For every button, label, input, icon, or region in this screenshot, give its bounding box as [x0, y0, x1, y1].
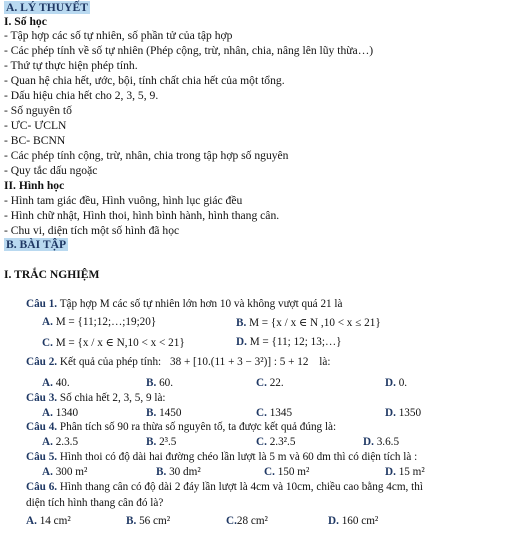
- question-6: Câu 6. Hình thang cân có độ dài 2 đáy lần lượt là 4cm và 10cm, chiều cao bằng 4cm, thì: [26, 481, 423, 493]
- q3-option-a: A. 1340: [42, 407, 79, 419]
- theory-item: - Các phép tính cộng, trừ, nhân, chia trong tập hợp số nguyên: [4, 149, 289, 162]
- q3-option-c: C. 1345: [256, 407, 293, 419]
- q5-option-b: B. 30 dm²: [156, 466, 201, 478]
- heading-trac-nghiem: I. TRẮC NGHIỆM: [4, 268, 100, 281]
- heading-so-hoc: I. Số học: [4, 15, 47, 28]
- question-3: Câu 3. Số chia hết 2, 3, 5, 9 là:: [26, 392, 166, 404]
- q3-option-b: B. 1450: [146, 407, 182, 419]
- theory-item: - Dấu hiệu chia hết cho 2, 3, 5, 9.: [4, 89, 159, 102]
- question-1: Câu 1. Tập hợp M các số tự nhiên lớn hơn 10 và không vượt quá 21 là: [26, 298, 343, 310]
- q6-option-a: A. 14 cm²: [26, 515, 71, 527]
- question-6-cont: diện tích hình thang cân đó là?: [26, 497, 164, 509]
- q2-option-a: A. 40.: [42, 377, 70, 389]
- q5-option-d: D. 15 m²: [385, 466, 425, 478]
- q4-option-a: A. 2.3.5: [42, 436, 79, 448]
- heading-hinh-hoc: II. Hình học: [4, 179, 65, 192]
- q6-option-d: D. 160 cm²: [328, 515, 379, 527]
- q2-expression: 38 + [10.(11 + 3 − 3²)] : 5 + 12: [169, 356, 309, 368]
- q2-option-c: C. 22.: [256, 377, 284, 389]
- question-4: Câu 4. Phân tích số 90 ra thừa số nguyên tố, ta được kết quả đúng là:: [26, 421, 337, 433]
- theory-item: - Chu vi, diện tích một số hình đã học: [4, 224, 180, 237]
- q2-option-d: D. 0.: [385, 377, 408, 389]
- q1-option-d: D. M = {11; 12; 13;…}: [236, 336, 342, 348]
- theory-item: - BC- BCNN: [4, 134, 66, 147]
- q5-option-a: A. 300 m²: [42, 466, 88, 478]
- q3-option-d: D. 1350: [385, 407, 422, 419]
- q4-option-c: C. 2.3².5: [256, 436, 296, 448]
- theory-item: - Thứ tự thực hiện phép tính.: [4, 59, 138, 72]
- q1-option-c: C. M = {x / x ∈ N,10 < x < 21}: [42, 337, 185, 349]
- q5-option-c: C. 150 m²: [264, 466, 310, 478]
- q2-option-b: B. 60.: [146, 377, 174, 389]
- q1-option-a: A. M = {11;12;…;19;20}: [42, 316, 157, 328]
- theory-item: - Các phép tính về số tự nhiên (Phép cộng, trừ, nhân, chia, nâng lên lũy thừa…): [4, 44, 374, 57]
- theory-item: - Quy tắc dấu ngoặc: [4, 164, 98, 177]
- theory-item: - ƯC- ƯCLN: [4, 119, 67, 132]
- section-b-title: B. BÀI TẬP: [6, 238, 67, 251]
- theory-item: - Tập hợp các số tự nhiên, số phần tử của tập hợp: [4, 29, 233, 42]
- q4-option-d: D. 3.6.5: [363, 436, 400, 448]
- theory-item: - Số nguyên tố: [4, 104, 72, 117]
- theory-item: - Quan hệ chia hết, ước, bội, tính chất chia hết của một tổng.: [4, 74, 285, 87]
- q4-option-b: B. 2³.5: [146, 436, 177, 448]
- section-a-title: A. LÝ THUYẾT: [6, 1, 88, 14]
- q6-option-b: B. 56 cm²: [126, 515, 171, 527]
- q1-option-b: B. M = {x / x ∈ N ,10 < x ≤ 21}: [236, 317, 381, 329]
- theory-item: - Hình tam giác đều, Hình vuông, hình lục giác đều: [4, 194, 243, 207]
- question-2: Câu 2. Kết quả của phép tính: 38 + [10.(11 + 3 − 3²)] : 5 + 12 là:: [26, 356, 331, 368]
- theory-item: - Hình chữ nhật, Hình thoi, hình bình hành, hình thang cân.: [4, 209, 280, 222]
- q6-option-c: C.28 cm²: [226, 515, 268, 527]
- question-5: Câu 5. Hình thoi có độ dài hai đường chéo lần lượt là 5 m và 60 dm thì có diện tích là :: [26, 451, 418, 463]
